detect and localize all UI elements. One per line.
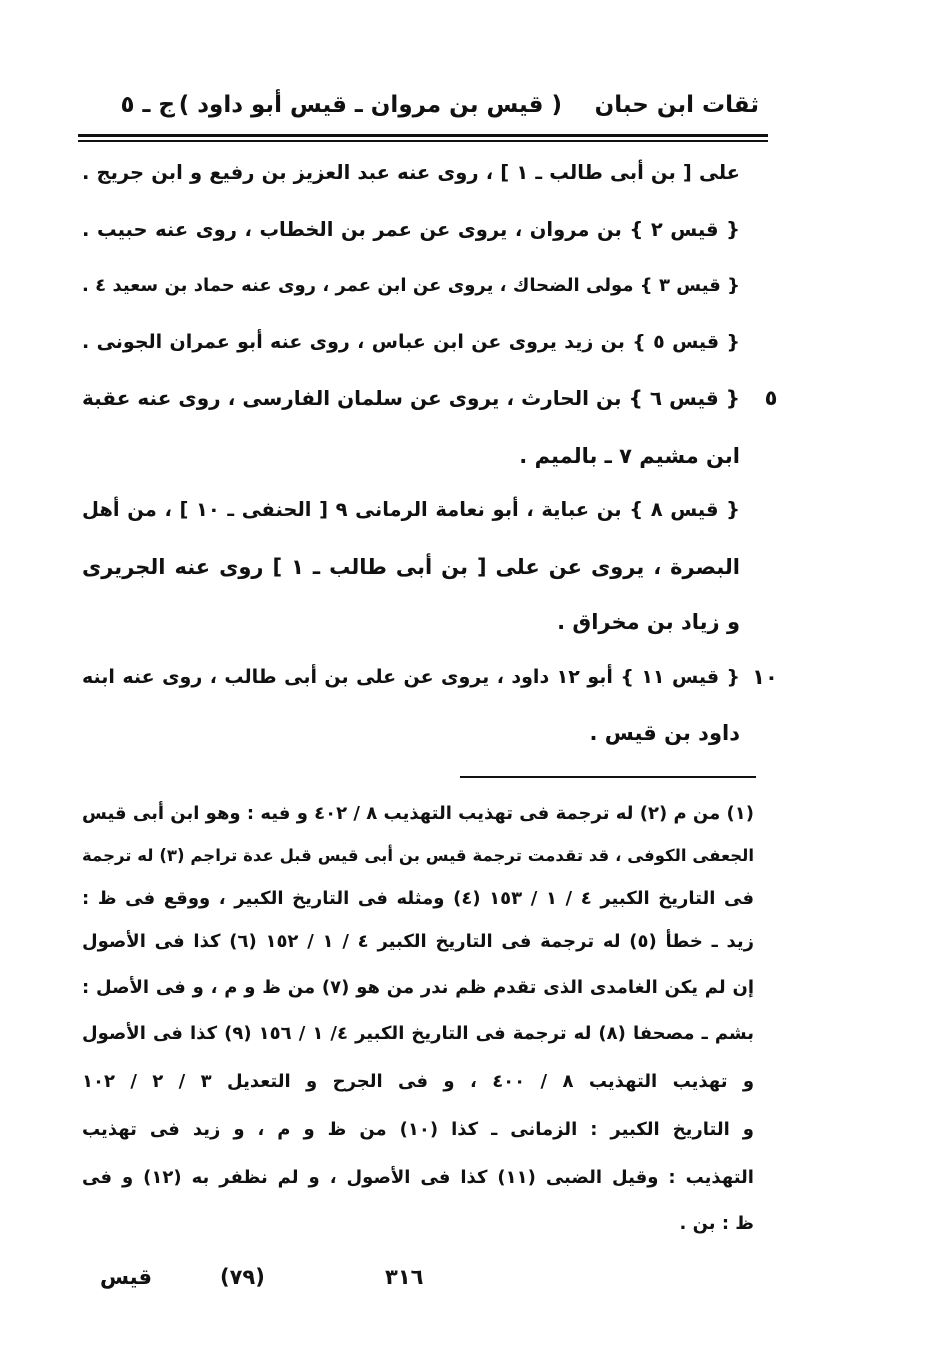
footnote-line-4: زيد ـ خطأ (٥) له ترجمة فى التاريخ الكبير ٤ / ١ / ١٥٢ (٦) كذا فى الأصول	[82, 931, 754, 952]
header-title: ثقات ابن حبان	[594, 92, 759, 118]
footnote-line-1: (١) من م (٢) له ترجمة فى تهذيب التهذيب ٨ / ٤٠٢ و فيه : وهو ابن أبى قيس	[82, 803, 754, 824]
header-rule-thick	[78, 134, 768, 137]
header-volume: ج ـ ٥	[120, 92, 175, 118]
body-line-9: و زياد بن مخراق .	[557, 610, 740, 634]
footnote-line-2: الجعفى الكوفى ، قد تقدمت ترجمة قيس بن أبى قيس قبل عدة تراجم (٣) له ترجمة	[82, 846, 754, 865]
header-section: ( قيس بن مروان ـ قيس أبو داود )	[178, 92, 562, 118]
sequence-number: (٧٩)	[220, 1265, 265, 1289]
header-rule-thin	[78, 140, 768, 142]
footnote-line-5: إن لم يكن الغامدى الذى تقدم ظم ندر من هو (٧) من ظ و م ، و فى الأصل :	[82, 977, 754, 998]
catchword: قيس	[100, 1265, 153, 1289]
body-line-6: ابن مشيم ٧ ـ بالميم .	[519, 444, 740, 468]
page-number: ٣١٦	[385, 1265, 424, 1289]
body-line-11: داود بن قيس .	[589, 721, 740, 745]
body-line-8: البصرة ، يروى عن على [ بن أبى طالب ـ ١ ] روى عنه الجريرى	[82, 555, 740, 579]
line-number-5: ٥	[764, 386, 778, 410]
footnote-line-9: التهذيب : وقيل الضبى (١١) كذا فى الأصول ، و لم نظفر به (١٢) و فى	[82, 1167, 754, 1188]
body-line-1: على [ بن أبى طالب ـ ١ ] ، روى عنه عبد العزيز بن رفيع و ابن جريج .	[82, 161, 740, 184]
footnote-line-8: و التاريخ الكبير : الزمانى ـ كذا (١٠) من ظ و م ، و زيد فى تهذيب	[82, 1119, 754, 1140]
footnote-line-7: و تهذيب التهذيب ٨ / ٤٠٠ ، و فى الجرح و التعديل ٣ / ٢ / ١٠٢	[82, 1071, 754, 1092]
body-line-3: { قيس ٣ } مولى الضحاك ، يروى عن ابن عمر ، روى عنه حماد بن سعيد ٤ .	[82, 275, 740, 296]
body-line-2: { قيس ٢ } بن مروان ، يروى عن عمر بن الخطاب ، روى عنه حبيب .	[82, 218, 740, 241]
body-line-4: { قيس ٥ } بن زيد يروى عن ابن عباس ، روى عنه أبو عمران الجونى .	[82, 331, 740, 353]
line-number-10: ١٠	[752, 665, 778, 689]
footnote-line-6: بشم ـ مصحفا (٨) له ترجمة فى التاريخ الكبير ٤/ ١ / ١٥٦ (٩) كذا فى الأصول	[82, 1023, 754, 1044]
body-line-5: { قيس ٦ } بن الحارث ، يروى عن سلمان الفارسى ، روى عنه عقبة	[82, 386, 740, 410]
body-line-7: { قيس ٨ } بن عباية ، أبو نعامة الرمانى ٩ [ الحنفى ـ ١٠ ] ، من أهل	[82, 498, 740, 521]
body-line-10: { قيس ١١ } أبو ١٢ داود ، يروى عن على بن أبى طالب ، روى عنه ابنه	[82, 666, 740, 688]
footnote-line-10: ظ : بن .	[679, 1213, 754, 1234]
footnote-separator	[460, 776, 756, 778]
footnote-line-3: فى التاريخ الكبير ٤ / ١ / ١٥٣ (٤) ومثله فى التاريخ الكبير ، ووقع فى ظ :	[82, 888, 754, 909]
